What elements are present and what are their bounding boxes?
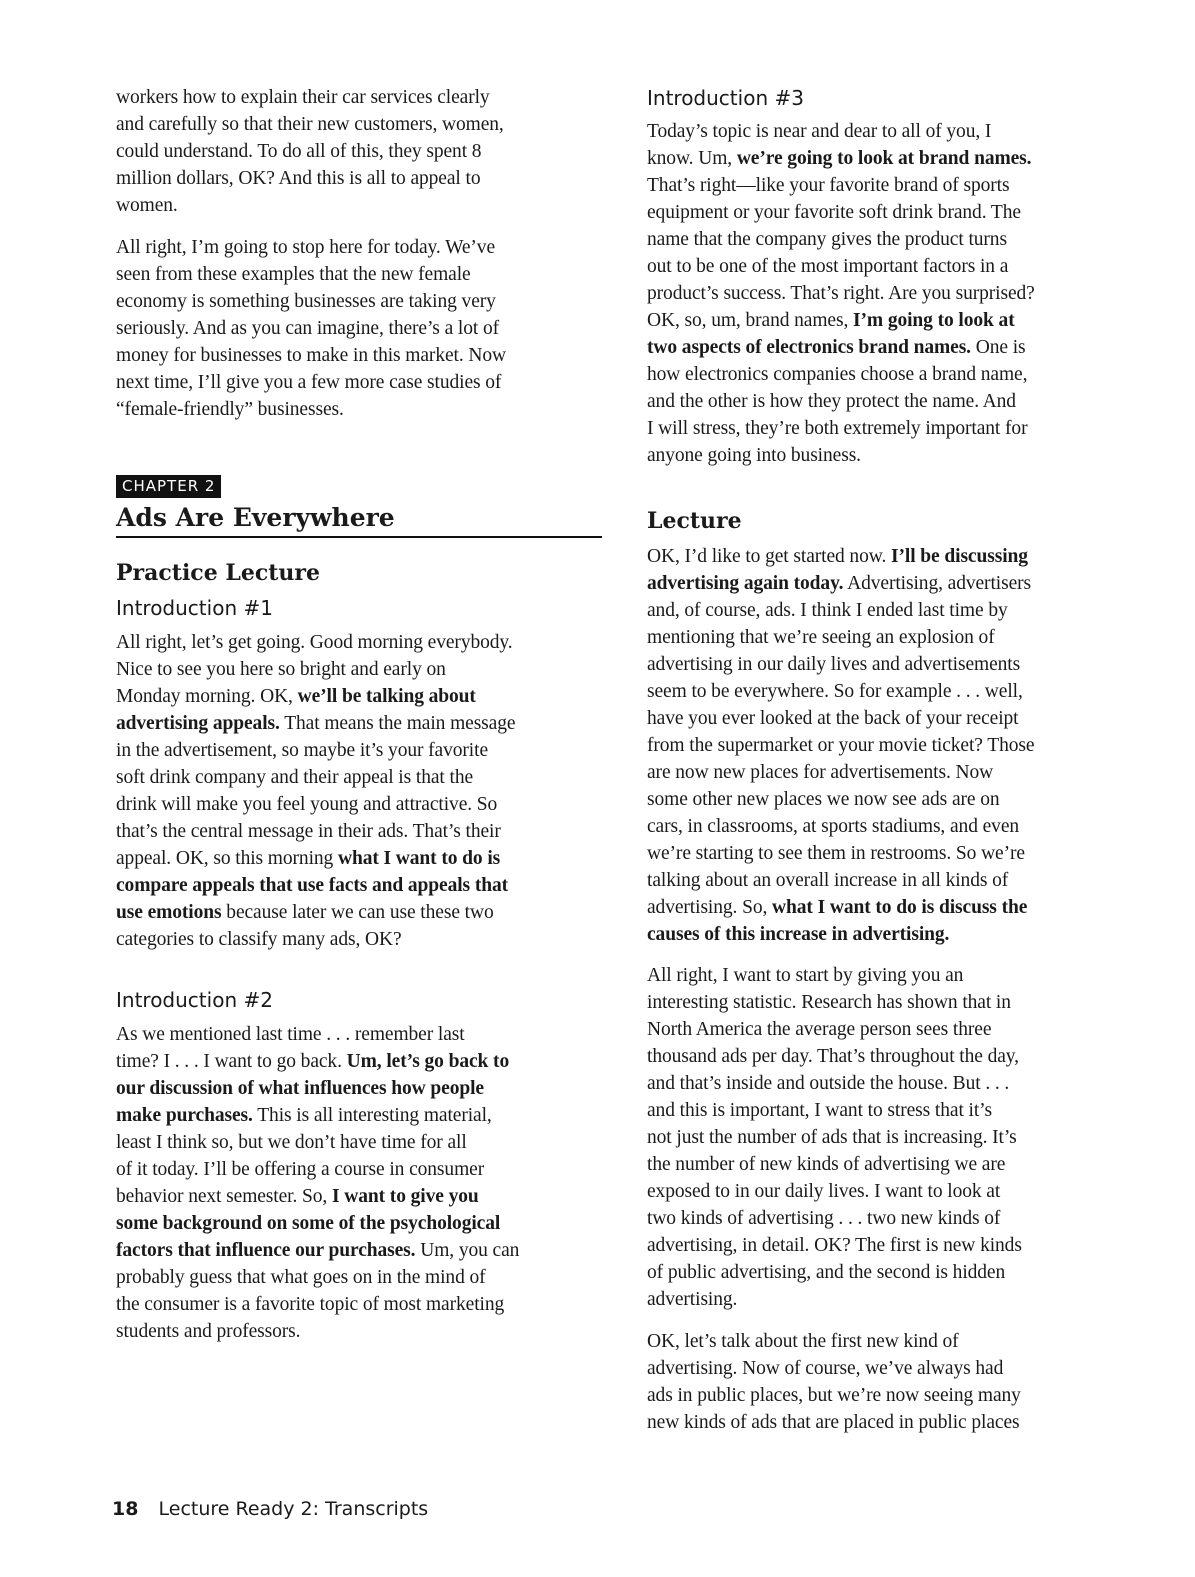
chapter-title: Ads Are Everywhere	[116, 503, 602, 538]
text-run: Today’s topic is near and dear to all of you, I know. Um,	[647, 121, 992, 169]
book-title: Lecture Ready 2: Transcripts	[158, 1498, 429, 1520]
text-run: That means the main message in the advertisement, so maybe it’s your favorite soft drink company and their appeal is that the drink will make you feel young and attractive. So that’s the central message in their ads. That’s their appeal. OK, so this morning	[116, 713, 516, 869]
introduction-3-heading: Introduction #3	[647, 86, 804, 110]
text-run: OK, let’s talk about the first new kind of advertising. Now of course, we’ve always had ads in public places, but we’re now seeing many new kinds of ads that are placed in public places	[647, 1331, 1021, 1433]
page-footer	[112, 1498, 428, 1520]
bold-text-run: I want to give you some background on some of the psychological factors that influence our purchases.	[116, 1186, 501, 1261]
bold-text-run: we’re going to look at brand names.	[736, 148, 1032, 169]
bold-text-run: Um, let’s go back to our discussion of what influences how people make purchases.	[116, 1051, 510, 1126]
page-number: 18	[112, 1498, 139, 1520]
text-run: All right, I’m going to stop here for today. We’ve seen from these examples that the new female economy is something businesses are taking very seriously. And as you can imagine, there’s a lot of money for businesses to make in this market. Now next time, I’ll give you a few more case studies of “female-friendly” businesses.	[116, 237, 507, 420]
text-run: This is all interesting material, least I think so, but we don’t have time for all of it today. I’ll be offering a course in consumer behavior next semester. So,	[116, 1105, 492, 1207]
bold-text-run: I’ll be discussing advertising again today.	[647, 546, 1028, 594]
text-run: Um, you can probably guess that what goes on in the mind of the consumer is a favorite topic of most marketing students and professors.	[116, 1240, 520, 1342]
text-run: All right, let’s get going. Good morning everybody. Nice to see you here so bright and early on Monday morning. OK,	[116, 632, 513, 707]
bold-text-run: what I want to do is compare appeals that use facts and appeals that use emotions	[116, 848, 509, 923]
text-run: Advertising, advertisers and, of course, ads. I think I ended last time by mentioning that we’re seeing an explosion of advertising in our daily lives and advertisements seem to be everywhere. So for example . . . well, have you ever looked at the back of your receipt from the supermarket or your movie ticket? Those are now new places for advertisements. Now some other new places we now see ads are on cars, in classrooms, at sports stadiums, and even we’re starting to see them in restrooms. So we’re talking about an overall increase in all kinds of advertising. So,	[647, 573, 1035, 918]
text-run: As we mentioned last time . . . remember last time? I . . . I want to go back.	[116, 1024, 465, 1072]
introduction-1-paragraph	[116, 629, 604, 953]
introduction-1-heading: Introduction #1	[116, 596, 273, 620]
text-run: because later we can use these two categories to classify many ads, OK?	[116, 902, 494, 950]
bold-text-run: we’ll be talking about advertising appeals.	[116, 686, 476, 734]
lecture-paragraph-3	[647, 1328, 1137, 1436]
introduction-3-paragraph	[647, 118, 1137, 469]
lecture-heading: Lecture	[647, 508, 742, 534]
continuation-paragraph	[116, 84, 604, 219]
bold-text-run: I’m going to look at two aspects of electronics brand names.	[647, 310, 1015, 358]
lecture-paragraph-2	[647, 962, 1137, 1313]
closing-paragraph	[116, 234, 604, 423]
text-run: That’s right—like your favorite brand of sports equipment or your favorite soft drink brand. The name that the company gives the product turns out to be one of the most important factors in a product’s success. That’s right. Are you surprised? OK, so, um, brand names,	[647, 175, 1035, 331]
text-run: workers how to explain their car services clearly and carefully so that their new customers, women, could understand. To do all of this, they spent 8 million dollars, OK? And this is all to appeal to women.	[116, 87, 504, 216]
text-run: OK, I’d like to get started now.	[647, 546, 892, 567]
text-run: One is how electronics companies choose a brand name, and the other is how they protect the name. And I will stress, they’re both extremely important for anyone going into business.	[647, 337, 1028, 466]
introduction-2-heading: Introduction #2	[116, 988, 273, 1012]
chapter-label: CHAPTER 2	[116, 475, 221, 498]
lecture-paragraph-1	[647, 543, 1137, 948]
practice-lecture-heading: Practice Lecture	[116, 560, 320, 586]
text-run: All right, I want to start by giving you an interesting statistic. Research has shown that in North America the average person sees three thousand ads per day. That’s throughout the day, and that’s inside and outside the house. But . . . and this is important, I want to stress that it’s not just the number of ads that is increasing. It’s the number of new kinds of advertising we are exposed to in our daily lives. I want to look at two kinds of advertising . . . two new kinds of advertising, in detail. OK? The first is new kinds of public advertising, and the second is hidden advertising.	[647, 965, 1022, 1310]
introduction-2-paragraph	[116, 1021, 604, 1345]
bold-text-run: what I want to do is discuss the causes of this increase in advertising.	[647, 897, 1028, 945]
